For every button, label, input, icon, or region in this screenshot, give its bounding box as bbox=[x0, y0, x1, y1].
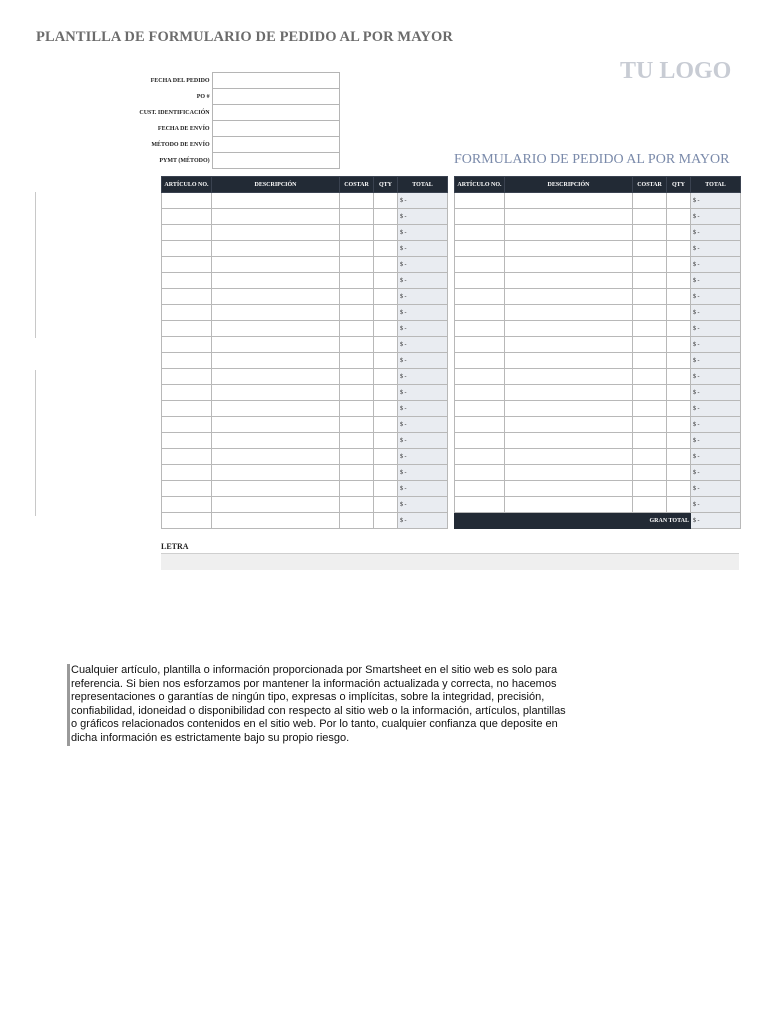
cost-cell[interactable] bbox=[633, 321, 667, 337]
order-info-label: MÉTODO DE ENVÍO bbox=[151, 141, 210, 148]
item-no-cell[interactable] bbox=[455, 369, 505, 385]
table-row bbox=[162, 209, 448, 225]
table-row bbox=[455, 257, 741, 273]
total-cell[interactable]: $ - bbox=[691, 385, 741, 401]
order-info-label: PO # bbox=[196, 93, 210, 100]
table-row bbox=[162, 225, 448, 241]
qty-cell[interactable] bbox=[667, 273, 691, 289]
item-no-cell[interactable] bbox=[162, 401, 212, 417]
disclaimer-text: Cualquier artículo, plantilla o información proporcionada por Smartsheet en el sitio web es solo para referencia. Si bien nos esforzamos por mantener la información actualizada y correcta, no hacemos representaciones o garantías de ningún tipo, expresas o implícitas, sobre la integridad, precisión, confiabilidad, idoneidad o disponibilidad con respecto al sitio web o la información, artículos, plantillas o gráficos relacionados contenidos en el sitio web. Por lo tanto, cualquier confianza que deposite en dicha información es estrictamente bajo su propio riesgo. bbox=[67, 664, 571, 746]
total-cell[interactable]: $ - bbox=[398, 209, 448, 225]
cost-cell[interactable] bbox=[340, 273, 374, 289]
grand-total-label: GRAN TOTAL bbox=[455, 513, 691, 529]
total-cell[interactable]: $ - bbox=[691, 481, 741, 497]
page-title: PLANTILLA DE FORMULARIO DE PEDIDO AL POR MAYOR bbox=[36, 29, 453, 45]
cost-cell[interactable] bbox=[633, 353, 667, 369]
total-cell[interactable]: $ - bbox=[691, 449, 741, 465]
order-info-field[interactable] bbox=[212, 105, 339, 121]
cost-cell[interactable] bbox=[633, 449, 667, 465]
table-row bbox=[162, 305, 448, 321]
table-row bbox=[455, 401, 741, 417]
description-cell[interactable] bbox=[212, 193, 340, 209]
order-info-field[interactable] bbox=[212, 121, 339, 137]
description-cell[interactable] bbox=[505, 433, 633, 449]
total-cell[interactable]: $ - bbox=[398, 401, 448, 417]
cost-cell[interactable] bbox=[340, 385, 374, 401]
table-row bbox=[162, 337, 448, 353]
cost-cell[interactable] bbox=[340, 433, 374, 449]
total-cell[interactable]: $ - bbox=[398, 449, 448, 465]
cost-cell[interactable] bbox=[633, 417, 667, 433]
cost-cell[interactable] bbox=[340, 241, 374, 257]
item-no-cell[interactable] bbox=[162, 465, 212, 481]
item-no-cell[interactable] bbox=[162, 481, 212, 497]
table-row bbox=[162, 417, 448, 433]
table-row bbox=[162, 497, 448, 513]
cost-cell[interactable] bbox=[633, 241, 667, 257]
qty-cell[interactable] bbox=[667, 289, 691, 305]
qty-cell[interactable] bbox=[374, 353, 398, 369]
table-row bbox=[162, 257, 448, 273]
column-header: QTY bbox=[374, 177, 398, 193]
description-cell[interactable] bbox=[212, 513, 340, 529]
cost-cell[interactable] bbox=[340, 337, 374, 353]
qty-cell[interactable] bbox=[667, 241, 691, 257]
item-no-cell[interactable] bbox=[455, 353, 505, 369]
signature-label: LETRA bbox=[161, 542, 189, 551]
qty-cell[interactable] bbox=[667, 353, 691, 369]
table-row bbox=[455, 289, 741, 305]
cost-cell[interactable] bbox=[633, 305, 667, 321]
cost-cell[interactable] bbox=[633, 209, 667, 225]
order-info-label: CUST. IDENTIFICACIÓN bbox=[139, 109, 210, 116]
qty-cell[interactable] bbox=[667, 225, 691, 241]
total-cell[interactable]: $ - bbox=[398, 513, 448, 529]
grand-total-value[interactable]: $ - bbox=[691, 513, 741, 529]
total-cell[interactable]: $ - bbox=[691, 241, 741, 257]
description-cell[interactable] bbox=[505, 385, 633, 401]
total-cell[interactable]: $ - bbox=[691, 465, 741, 481]
order-info-field[interactable] bbox=[212, 137, 339, 153]
total-cell[interactable]: $ - bbox=[398, 497, 448, 513]
description-cell[interactable] bbox=[505, 449, 633, 465]
qty-cell[interactable] bbox=[667, 305, 691, 321]
item-no-cell[interactable] bbox=[162, 209, 212, 225]
cost-cell[interactable] bbox=[340, 401, 374, 417]
table-row bbox=[162, 289, 448, 305]
item-no-cell[interactable] bbox=[455, 465, 505, 481]
description-cell[interactable] bbox=[212, 273, 340, 289]
description-cell[interactable] bbox=[212, 241, 340, 257]
table-row bbox=[455, 273, 741, 289]
cost-cell[interactable] bbox=[340, 289, 374, 305]
item-no-cell[interactable] bbox=[162, 321, 212, 337]
table-row bbox=[162, 273, 448, 289]
qty-cell[interactable] bbox=[667, 385, 691, 401]
qty-cell[interactable] bbox=[374, 433, 398, 449]
qty-cell[interactable] bbox=[374, 481, 398, 497]
qty-cell[interactable] bbox=[667, 321, 691, 337]
qty-cell[interactable] bbox=[374, 289, 398, 305]
total-cell[interactable]: $ - bbox=[398, 225, 448, 241]
cost-cell[interactable] bbox=[633, 289, 667, 305]
description-cell[interactable] bbox=[505, 257, 633, 273]
total-cell[interactable]: $ - bbox=[398, 241, 448, 257]
item-no-cell[interactable] bbox=[455, 257, 505, 273]
item-no-cell[interactable] bbox=[455, 337, 505, 353]
total-cell[interactable]: $ - bbox=[398, 321, 448, 337]
order-info-field[interactable] bbox=[212, 73, 339, 89]
column-header: DESCRIPCIÓN bbox=[212, 177, 340, 193]
item-no-cell[interactable] bbox=[162, 225, 212, 241]
item-no-cell[interactable] bbox=[455, 273, 505, 289]
cost-cell[interactable] bbox=[340, 353, 374, 369]
table-row bbox=[455, 305, 741, 321]
item-no-cell[interactable] bbox=[162, 273, 212, 289]
table-row bbox=[162, 369, 448, 385]
qty-cell[interactable] bbox=[374, 337, 398, 353]
description-cell[interactable] bbox=[505, 193, 633, 209]
margin-rule bbox=[35, 192, 36, 338]
column-header: COSTAR bbox=[340, 177, 374, 193]
description-cell[interactable] bbox=[212, 401, 340, 417]
total-cell[interactable]: $ - bbox=[691, 353, 741, 369]
qty-cell[interactable] bbox=[374, 321, 398, 337]
qty-cell[interactable] bbox=[374, 497, 398, 513]
qty-cell[interactable] bbox=[667, 433, 691, 449]
column-header: DESCRIPCIÓN bbox=[505, 177, 633, 193]
qty-cell[interactable] bbox=[667, 193, 691, 209]
total-cell[interactable]: $ - bbox=[691, 433, 741, 449]
qty-cell[interactable] bbox=[667, 497, 691, 513]
order-info-row bbox=[110, 105, 340, 121]
description-cell[interactable] bbox=[505, 225, 633, 241]
total-cell[interactable]: $ - bbox=[691, 193, 741, 209]
cost-cell[interactable] bbox=[633, 337, 667, 353]
qty-cell[interactable] bbox=[667, 401, 691, 417]
item-no-cell[interactable] bbox=[455, 193, 505, 209]
total-cell[interactable]: $ - bbox=[398, 337, 448, 353]
description-cell[interactable] bbox=[505, 273, 633, 289]
description-cell[interactable] bbox=[212, 321, 340, 337]
description-cell[interactable] bbox=[212, 449, 340, 465]
description-cell[interactable] bbox=[212, 417, 340, 433]
table-row bbox=[455, 241, 741, 257]
total-cell[interactable]: $ - bbox=[398, 465, 448, 481]
item-no-cell[interactable] bbox=[455, 433, 505, 449]
table-row bbox=[162, 465, 448, 481]
total-cell[interactable]: $ - bbox=[398, 305, 448, 321]
total-cell[interactable]: $ - bbox=[398, 385, 448, 401]
description-cell[interactable] bbox=[212, 369, 340, 385]
table-row bbox=[455, 497, 741, 513]
cost-cell[interactable] bbox=[633, 273, 667, 289]
table-row bbox=[455, 321, 741, 337]
table-row bbox=[455, 433, 741, 449]
description-cell[interactable] bbox=[212, 465, 340, 481]
table-row bbox=[455, 417, 741, 433]
item-no-cell[interactable] bbox=[455, 417, 505, 433]
total-cell[interactable]: $ - bbox=[398, 433, 448, 449]
total-cell[interactable]: $ - bbox=[398, 273, 448, 289]
total-cell[interactable]: $ - bbox=[691, 401, 741, 417]
qty-cell[interactable] bbox=[374, 449, 398, 465]
qty-cell[interactable] bbox=[667, 449, 691, 465]
description-cell[interactable] bbox=[505, 401, 633, 417]
description-cell[interactable] bbox=[212, 257, 340, 273]
order-info-label: FECHA DE ENVÍO bbox=[157, 125, 210, 132]
table-row bbox=[162, 513, 448, 529]
item-no-cell[interactable] bbox=[162, 449, 212, 465]
column-header: ARTÍCULO NO. bbox=[455, 177, 505, 193]
margin-rule bbox=[35, 370, 36, 516]
item-no-cell[interactable] bbox=[162, 369, 212, 385]
table-header-row bbox=[455, 177, 741, 193]
form-subtitle: FORMULARIO DE PEDIDO AL POR MAYOR bbox=[454, 152, 730, 167]
item-no-cell[interactable] bbox=[162, 289, 212, 305]
total-cell[interactable]: $ - bbox=[691, 305, 741, 321]
table-row bbox=[162, 353, 448, 369]
order-info-row bbox=[110, 153, 340, 169]
cost-cell[interactable] bbox=[340, 513, 374, 529]
item-no-cell[interactable] bbox=[455, 209, 505, 225]
table-row bbox=[455, 225, 741, 241]
table-row bbox=[455, 193, 741, 209]
cost-cell[interactable] bbox=[340, 321, 374, 337]
cost-cell[interactable] bbox=[340, 193, 374, 209]
description-cell[interactable] bbox=[505, 209, 633, 225]
qty-cell[interactable] bbox=[667, 257, 691, 273]
qty-cell[interactable] bbox=[374, 465, 398, 481]
total-cell[interactable]: $ - bbox=[398, 193, 448, 209]
description-cell[interactable] bbox=[212, 225, 340, 241]
order-info-row bbox=[110, 137, 340, 153]
item-no-cell[interactable] bbox=[162, 257, 212, 273]
item-no-cell[interactable] bbox=[162, 193, 212, 209]
column-header: TOTAL bbox=[398, 177, 448, 193]
cost-cell[interactable] bbox=[633, 257, 667, 273]
total-cell[interactable]: $ - bbox=[691, 369, 741, 385]
description-cell[interactable] bbox=[505, 241, 633, 257]
cost-cell[interactable] bbox=[340, 225, 374, 241]
cost-cell[interactable] bbox=[340, 209, 374, 225]
qty-cell[interactable] bbox=[374, 417, 398, 433]
total-cell[interactable]: $ - bbox=[691, 337, 741, 353]
order-info-label: FECHA DEL PEDIDO bbox=[150, 77, 210, 84]
cost-cell[interactable] bbox=[633, 385, 667, 401]
qty-cell[interactable] bbox=[374, 305, 398, 321]
table-row bbox=[455, 481, 741, 497]
qty-cell[interactable] bbox=[374, 401, 398, 417]
item-no-cell[interactable] bbox=[455, 385, 505, 401]
item-no-cell[interactable] bbox=[162, 385, 212, 401]
grand-total-row bbox=[455, 513, 741, 529]
qty-cell[interactable] bbox=[374, 257, 398, 273]
table-row bbox=[162, 449, 448, 465]
qty-cell[interactable] bbox=[374, 273, 398, 289]
qty-cell[interactable] bbox=[374, 369, 398, 385]
description-cell[interactable] bbox=[505, 497, 633, 513]
table-row bbox=[455, 209, 741, 225]
item-no-cell[interactable] bbox=[455, 289, 505, 305]
qty-cell[interactable] bbox=[667, 465, 691, 481]
description-cell[interactable] bbox=[212, 305, 340, 321]
table-row bbox=[162, 433, 448, 449]
description-cell[interactable] bbox=[505, 465, 633, 481]
description-cell[interactable] bbox=[212, 433, 340, 449]
qty-cell[interactable] bbox=[374, 241, 398, 257]
total-cell[interactable]: $ - bbox=[691, 257, 741, 273]
total-cell[interactable]: $ - bbox=[691, 321, 741, 337]
cost-cell[interactable] bbox=[633, 369, 667, 385]
qty-cell[interactable] bbox=[667, 481, 691, 497]
order-info-label: PYMT (MÉTODO) bbox=[159, 157, 210, 164]
description-cell[interactable] bbox=[212, 481, 340, 497]
order-items-table-left bbox=[161, 176, 448, 529]
column-header: TOTAL bbox=[691, 177, 741, 193]
table-row bbox=[162, 193, 448, 209]
table-row bbox=[162, 401, 448, 417]
table-row bbox=[455, 385, 741, 401]
cost-cell[interactable] bbox=[633, 465, 667, 481]
table-row bbox=[455, 449, 741, 465]
cost-cell[interactable] bbox=[340, 257, 374, 273]
table-row bbox=[455, 353, 741, 369]
item-no-cell[interactable] bbox=[455, 449, 505, 465]
total-cell[interactable]: $ - bbox=[691, 273, 741, 289]
order-info-field[interactable] bbox=[212, 89, 339, 105]
logo-placeholder: TU LOGO bbox=[620, 58, 732, 84]
description-cell[interactable] bbox=[505, 337, 633, 353]
cost-cell[interactable] bbox=[633, 225, 667, 241]
cost-cell[interactable] bbox=[340, 369, 374, 385]
item-no-cell[interactable] bbox=[162, 305, 212, 321]
total-cell[interactable]: $ - bbox=[691, 289, 741, 305]
total-cell[interactable]: $ - bbox=[691, 497, 741, 513]
order-items-table-right bbox=[454, 176, 741, 529]
item-no-cell[interactable] bbox=[455, 305, 505, 321]
description-cell[interactable] bbox=[212, 385, 340, 401]
total-cell[interactable]: $ - bbox=[398, 481, 448, 497]
qty-cell[interactable] bbox=[667, 417, 691, 433]
total-cell[interactable]: $ - bbox=[691, 417, 741, 433]
cost-cell[interactable] bbox=[633, 433, 667, 449]
item-no-cell[interactable] bbox=[455, 321, 505, 337]
cost-cell[interactable] bbox=[633, 481, 667, 497]
signature-field[interactable] bbox=[161, 554, 739, 570]
total-cell[interactable]: $ - bbox=[398, 257, 448, 273]
item-no-cell[interactable] bbox=[455, 481, 505, 497]
item-no-cell[interactable] bbox=[162, 433, 212, 449]
item-no-cell[interactable] bbox=[162, 513, 212, 529]
column-header: COSTAR bbox=[633, 177, 667, 193]
cost-cell[interactable] bbox=[340, 449, 374, 465]
table-row bbox=[162, 385, 448, 401]
order-info-table bbox=[110, 72, 340, 169]
item-no-cell[interactable] bbox=[162, 353, 212, 369]
table-header-row bbox=[162, 177, 448, 193]
table-row bbox=[455, 465, 741, 481]
description-cell[interactable] bbox=[212, 289, 340, 305]
description-cell[interactable] bbox=[212, 337, 340, 353]
table-row bbox=[162, 481, 448, 497]
table-row bbox=[162, 321, 448, 337]
item-no-cell[interactable] bbox=[162, 497, 212, 513]
total-cell[interactable]: $ - bbox=[398, 289, 448, 305]
order-info-row bbox=[110, 73, 340, 89]
cost-cell[interactable] bbox=[340, 305, 374, 321]
order-info-row bbox=[110, 89, 340, 105]
column-header: QTY bbox=[667, 177, 691, 193]
column-header: ARTÍCULO NO. bbox=[162, 177, 212, 193]
cost-cell[interactable] bbox=[340, 417, 374, 433]
item-no-cell[interactable] bbox=[162, 337, 212, 353]
table-row bbox=[162, 241, 448, 257]
cost-cell[interactable] bbox=[633, 193, 667, 209]
qty-cell[interactable] bbox=[667, 369, 691, 385]
description-cell[interactable] bbox=[505, 481, 633, 497]
qty-cell[interactable] bbox=[667, 209, 691, 225]
description-cell[interactable] bbox=[505, 305, 633, 321]
item-no-cell[interactable] bbox=[455, 401, 505, 417]
table-row bbox=[455, 337, 741, 353]
description-cell[interactable] bbox=[505, 289, 633, 305]
total-cell[interactable]: $ - bbox=[398, 353, 448, 369]
order-info-field[interactable] bbox=[212, 153, 339, 169]
description-cell[interactable] bbox=[212, 497, 340, 513]
qty-cell[interactable] bbox=[374, 385, 398, 401]
table-row bbox=[455, 369, 741, 385]
total-cell[interactable]: $ - bbox=[398, 369, 448, 385]
description-cell[interactable] bbox=[505, 417, 633, 433]
item-no-cell[interactable] bbox=[455, 225, 505, 241]
qty-cell[interactable] bbox=[374, 209, 398, 225]
qty-cell[interactable] bbox=[374, 225, 398, 241]
description-cell[interactable] bbox=[212, 353, 340, 369]
description-cell[interactable] bbox=[212, 209, 340, 225]
description-cell[interactable] bbox=[505, 353, 633, 369]
description-cell[interactable] bbox=[505, 321, 633, 337]
total-cell[interactable]: $ - bbox=[398, 417, 448, 433]
cost-cell[interactable] bbox=[340, 481, 374, 497]
cost-cell[interactable] bbox=[340, 465, 374, 481]
total-cell[interactable]: $ - bbox=[691, 225, 741, 241]
qty-cell[interactable] bbox=[374, 193, 398, 209]
cost-cell[interactable] bbox=[340, 497, 374, 513]
total-cell[interactable]: $ - bbox=[691, 209, 741, 225]
order-info-row bbox=[110, 121, 340, 137]
cost-cell[interactable] bbox=[633, 497, 667, 513]
description-cell[interactable] bbox=[505, 369, 633, 385]
qty-cell[interactable] bbox=[667, 337, 691, 353]
item-no-cell[interactable] bbox=[162, 417, 212, 433]
qty-cell[interactable] bbox=[374, 513, 398, 529]
item-no-cell[interactable] bbox=[455, 241, 505, 257]
item-no-cell[interactable] bbox=[455, 497, 505, 513]
cost-cell[interactable] bbox=[633, 401, 667, 417]
item-no-cell[interactable] bbox=[162, 241, 212, 257]
